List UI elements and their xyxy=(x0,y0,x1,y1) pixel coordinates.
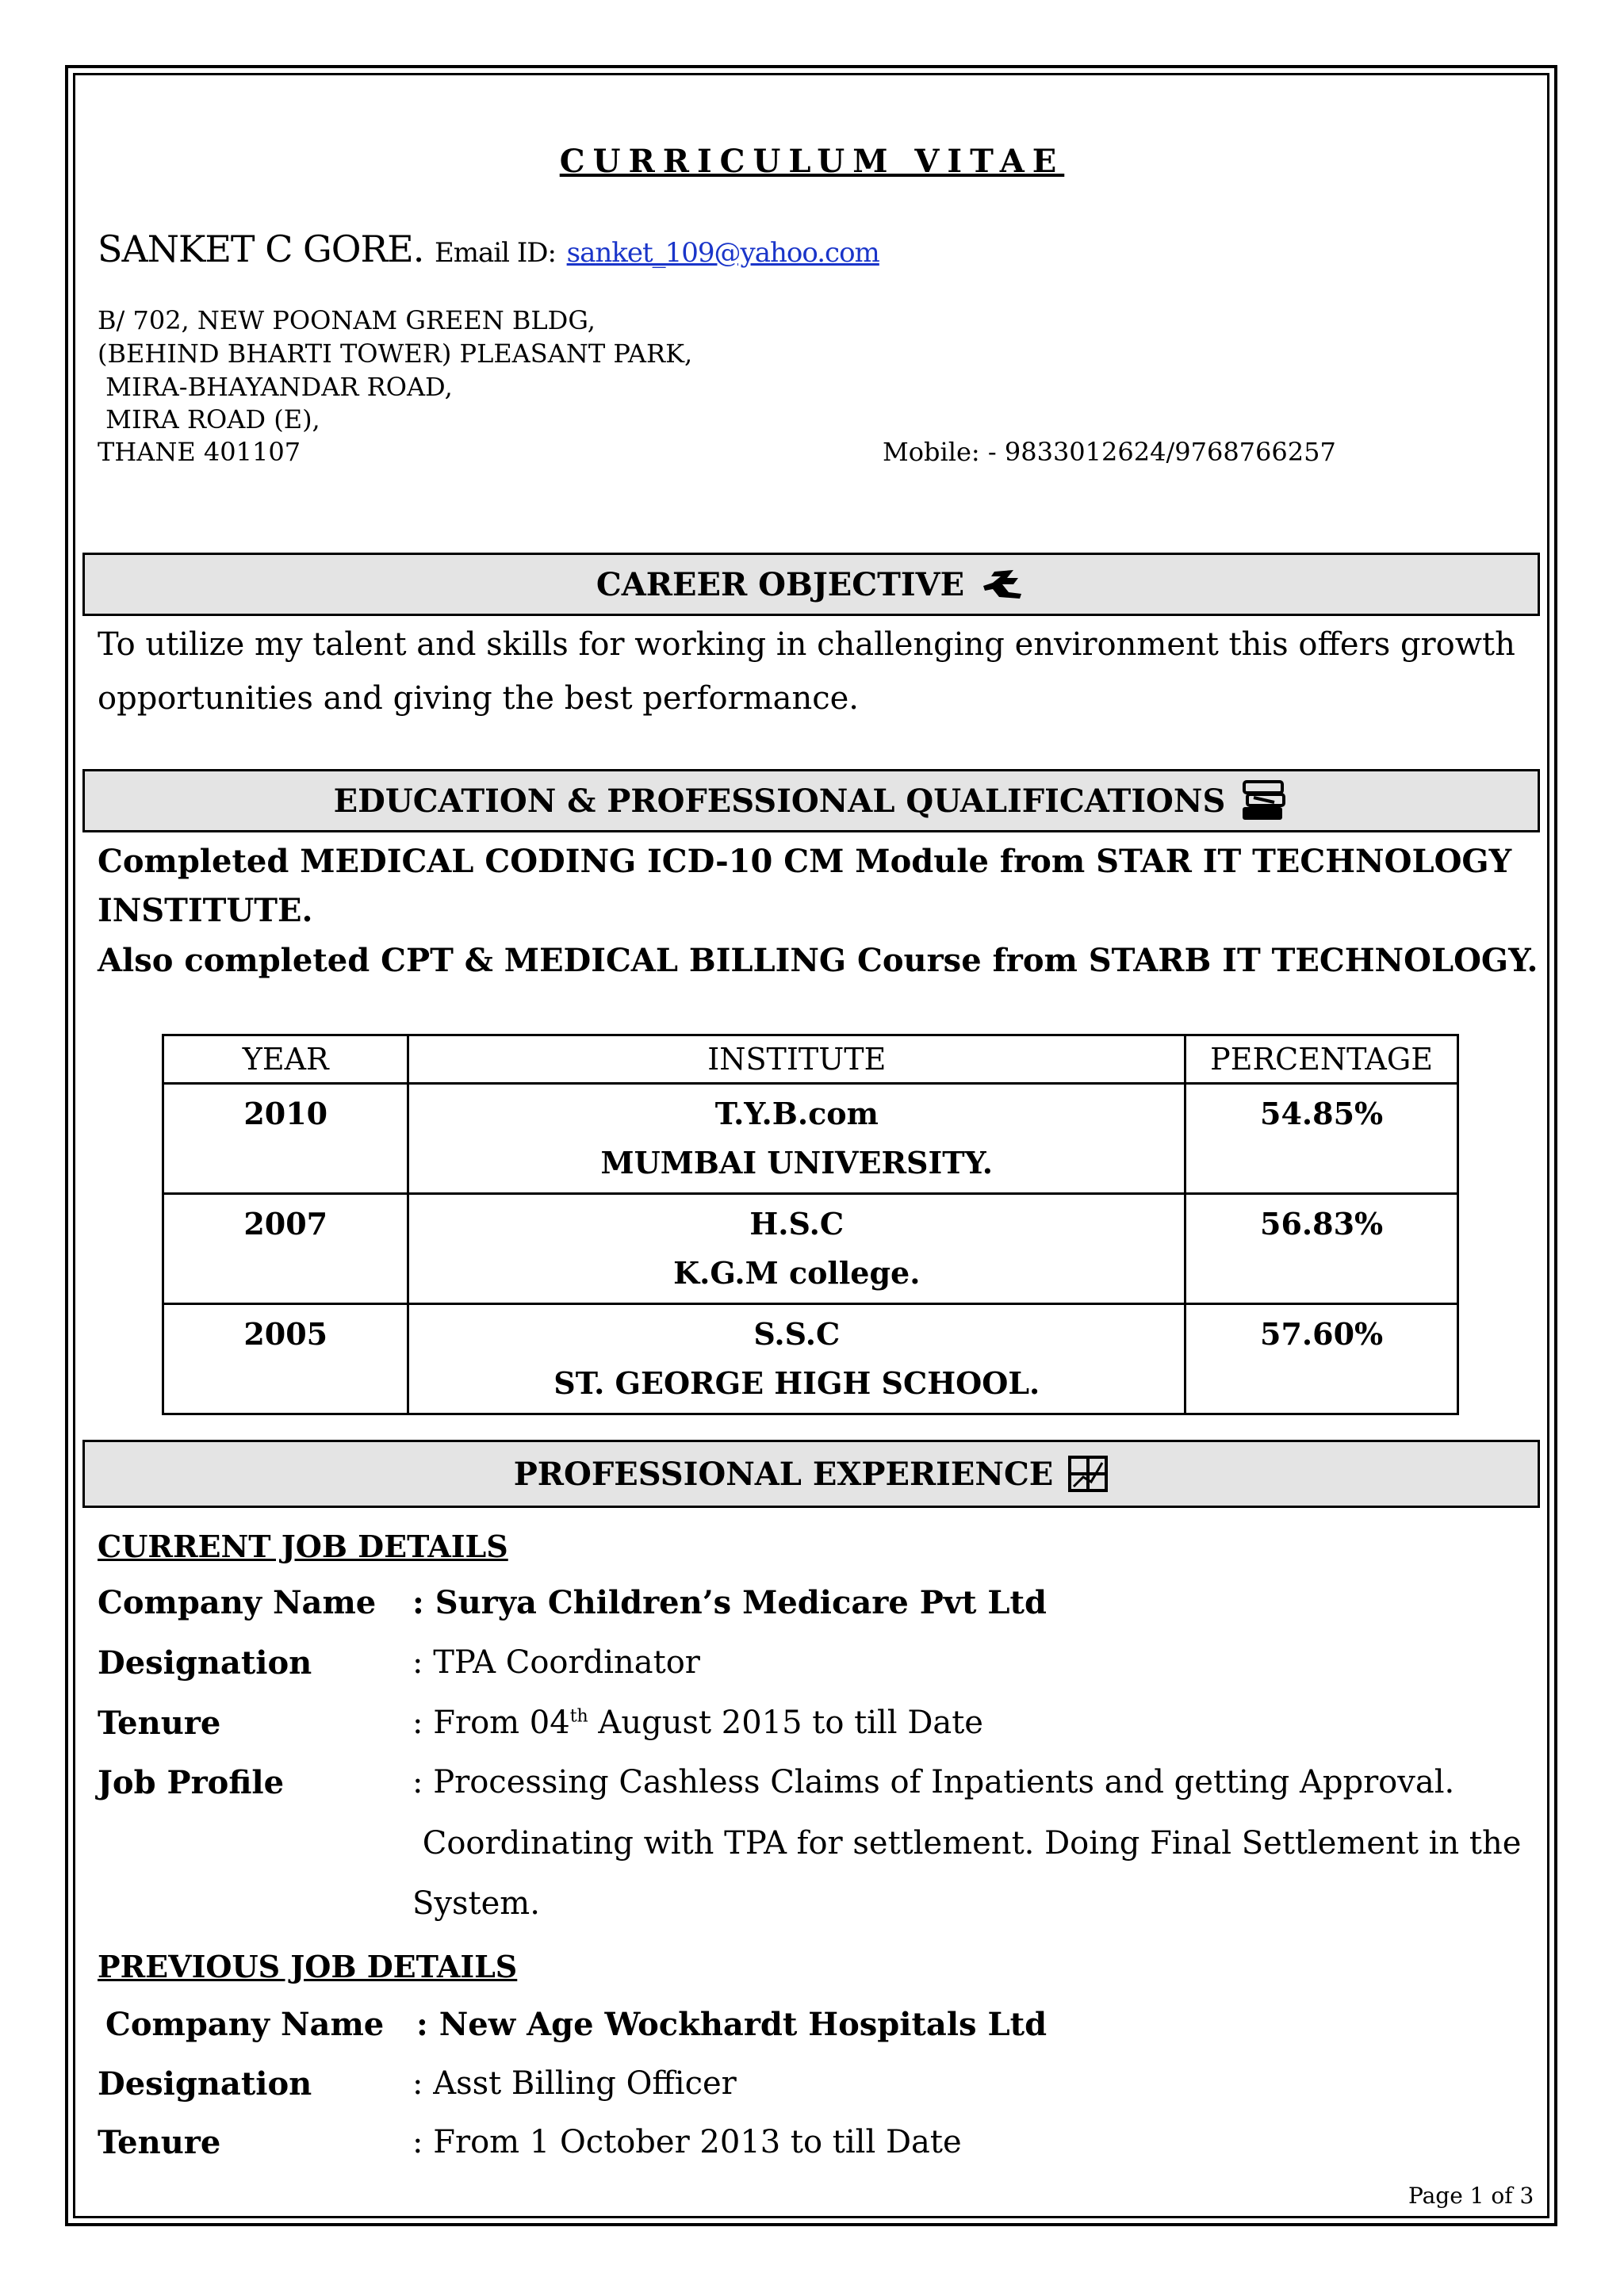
job-profile-line-3: System. xyxy=(412,1885,540,1922)
qualification-line-1: Completed MEDICAL CODING ICD-10 CM Module from STAR IT TECHNOLOGY xyxy=(98,843,1512,880)
address-line-2: (BEHIND BHARTI TOWER) PLEASANT PARK, xyxy=(98,339,693,369)
candidate-name-line xyxy=(98,228,879,270)
document-title: CURRICULUM VITAE xyxy=(559,143,1065,180)
mobile-number: Mobile: - 9833012624/9768766257 xyxy=(883,437,1336,467)
address-line-4: MIRA ROAD (E), xyxy=(98,404,320,434)
career-objective-title: CAREER OBJECTIVE xyxy=(596,565,965,603)
experience-title: PROFESSIONAL EXPERIENCE xyxy=(513,1455,1054,1493)
institute-name: K.G.M college. xyxy=(673,1255,921,1291)
email-link[interactable]: sanket_109@yahoo.com xyxy=(566,237,879,269)
current-tenure-label: Tenure xyxy=(98,1705,221,1742)
tenure-start: : From 04 xyxy=(412,1705,570,1741)
address-line-1: B/ 702, NEW POONAM GREEN BLDG, xyxy=(98,305,596,335)
education-table xyxy=(162,1034,1459,1415)
tenure-end: August 2015 to till Date xyxy=(588,1705,983,1741)
year-cell: 2005 xyxy=(163,1304,408,1414)
job-profile-line-2: Coordinating with TPA for settlement. Doing Final Settlement in the xyxy=(412,1825,1522,1862)
institute-name: ST. GEORGE HIGH SCHOOL. xyxy=(553,1365,1040,1401)
course-name: H.S.C xyxy=(749,1206,845,1242)
current-tenure-value xyxy=(412,1705,983,1741)
current-designation-value: : TPA Coordinator xyxy=(412,1644,700,1681)
previous-designation-value: : Asst Billing Officer xyxy=(412,2065,737,2102)
previous-company-label: Company Name xyxy=(105,2006,385,2043)
table-row xyxy=(163,1194,1458,1304)
course-name: S.S.C xyxy=(753,1316,841,1352)
address-line-3: MIRA-BHAYANDAR ROAD, xyxy=(98,372,453,402)
institute-cell xyxy=(408,1304,1185,1414)
current-job-heading: CURRENT JOB DETAILS xyxy=(98,1529,508,1564)
previous-company-value: : New Age Wockhardt Hospitals Ltd xyxy=(416,2006,1048,2043)
runner-icon xyxy=(979,567,1026,602)
table-header-row xyxy=(163,1035,1458,1084)
job-profile-line-1: : Processing Cashless Claims of Inpatients and getting Approval. xyxy=(412,1764,1455,1800)
column-header-percentage: PERCENTAGE xyxy=(1185,1035,1458,1084)
email-label: Email ID: xyxy=(434,237,556,269)
career-objective-line-1: To utilize my talent and skills for working in challenging environment this offers growth xyxy=(98,626,1515,663)
percentage-cell: 57.60% xyxy=(1185,1304,1458,1414)
current-designation-label: Designation xyxy=(98,1644,312,1682)
institute-cell xyxy=(408,1084,1185,1194)
education-title: EDUCATION & PROFESSIONAL QUALIFICATIONS xyxy=(333,782,1226,820)
qualification-line-2: INSTITUTE. xyxy=(98,892,313,929)
qualification-line-3: Also completed CPT & MEDICAL BILLING Course from STARB IT TECHNOLOGY. xyxy=(98,942,1538,979)
year-cell: 2010 xyxy=(163,1084,408,1194)
career-objective-line-2: opportunities and giving the best performance. xyxy=(98,680,860,717)
job-profile-label: Job Profile xyxy=(98,1764,285,1801)
experience-header xyxy=(82,1440,1540,1508)
previous-designation-label: Designation xyxy=(98,2065,312,2103)
candidate-name: SANKET C GORE. xyxy=(98,228,424,270)
previous-tenure-value: : From 1 October 2013 to till Date xyxy=(412,2124,962,2160)
table-row xyxy=(163,1084,1458,1194)
page-number: Page 1 of 3 xyxy=(1408,2183,1534,2209)
tenure-superscript: th xyxy=(569,1706,588,1727)
grid-icon xyxy=(1067,1455,1109,1493)
books-icon xyxy=(1239,777,1289,825)
previous-job-heading: PREVIOUS JOB DETAILS xyxy=(98,1949,518,1984)
previous-tenure-label: Tenure xyxy=(98,2124,221,2161)
education-header xyxy=(82,769,1540,832)
institute-name: MUMBAI UNIVERSITY. xyxy=(600,1145,994,1181)
career-objective-header xyxy=(82,553,1540,616)
year-cell: 2007 xyxy=(163,1194,408,1304)
current-company-label: Company Name xyxy=(98,1584,377,1621)
current-company-value: : Surya Children’s Medicare Pvt Ltd xyxy=(412,1584,1047,1621)
column-header-institute: INSTITUTE xyxy=(408,1035,1185,1084)
address-line-5: THANE 401107 xyxy=(98,437,301,467)
percentage-cell: 54.85% xyxy=(1185,1084,1458,1194)
institute-cell xyxy=(408,1194,1185,1304)
column-header-year: YEAR xyxy=(163,1035,408,1084)
percentage-cell: 56.83% xyxy=(1185,1194,1458,1304)
course-name: T.Y.B.com xyxy=(714,1096,879,1131)
table-row xyxy=(163,1304,1458,1414)
